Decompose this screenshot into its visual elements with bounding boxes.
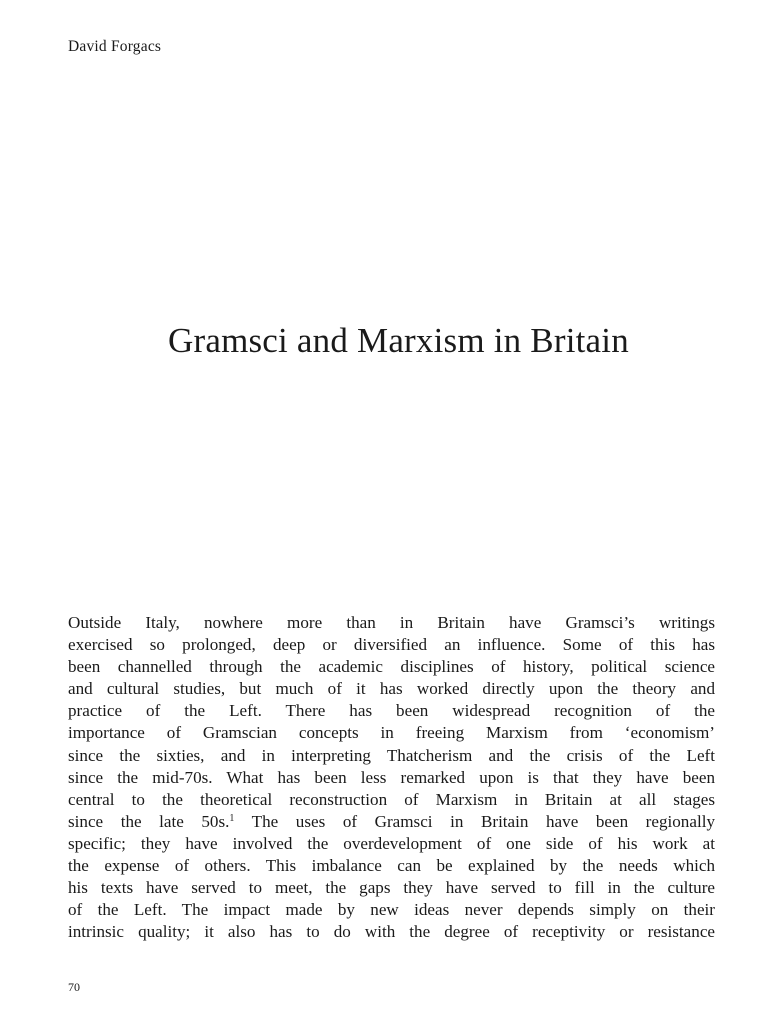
text-line: since the mid-70s. What has been less remarked upon is that they have been bbox=[68, 767, 715, 787]
text-line-with-footnote bbox=[68, 811, 715, 833]
page-number: 70 bbox=[68, 980, 80, 994]
footnote-marker[interactable]: 1 bbox=[229, 812, 235, 824]
text-segment: The uses of Gramsci in Britain have been regionally bbox=[234, 811, 715, 831]
text-line: Outside Italy, nowhere more than in Britain have Gramsci’s writings bbox=[68, 613, 715, 632]
text-line: specific; they have involved the overdevelopment of one side of his work at bbox=[68, 833, 715, 853]
text-line: and cultural studies, but much of it has worked directly upon the theory and bbox=[68, 679, 715, 699]
article-title: Gramsci and Marxism in Britain bbox=[168, 321, 629, 360]
text-line: the expense of others. This imbalance can be explained by the needs which bbox=[68, 856, 715, 876]
text-line: exercised so prolonged, deep or diversified an influence. Some of this has bbox=[68, 635, 715, 655]
body-paragraph bbox=[68, 612, 715, 943]
text-line: practice of the Left. There has been widespread recognition of the bbox=[68, 701, 715, 721]
text-line: since the sixties, and in interpreting Thatcherism and the crisis of the Left bbox=[68, 745, 715, 765]
text-line: intrinsic quality; it also has to do with the degree of receptivity or resistance bbox=[68, 922, 715, 942]
text-line: his texts have served to meet, the gaps they have served to fill in the culture bbox=[68, 878, 715, 898]
text-segment: since the late 50s. bbox=[68, 811, 230, 831]
author-name: David Forgacs bbox=[68, 38, 162, 55]
text-line: of the Left. The impact made by new ideas never depends simply on their bbox=[68, 900, 715, 920]
text-line: importance of Gramscian concepts in freeing Marxism from ‘economism’ bbox=[68, 723, 715, 743]
text-line: been channelled through the academic disciplines of history, political science bbox=[68, 657, 715, 677]
text-line: central to the theoretical reconstruction of Marxism in Britain at all stages bbox=[68, 789, 715, 809]
